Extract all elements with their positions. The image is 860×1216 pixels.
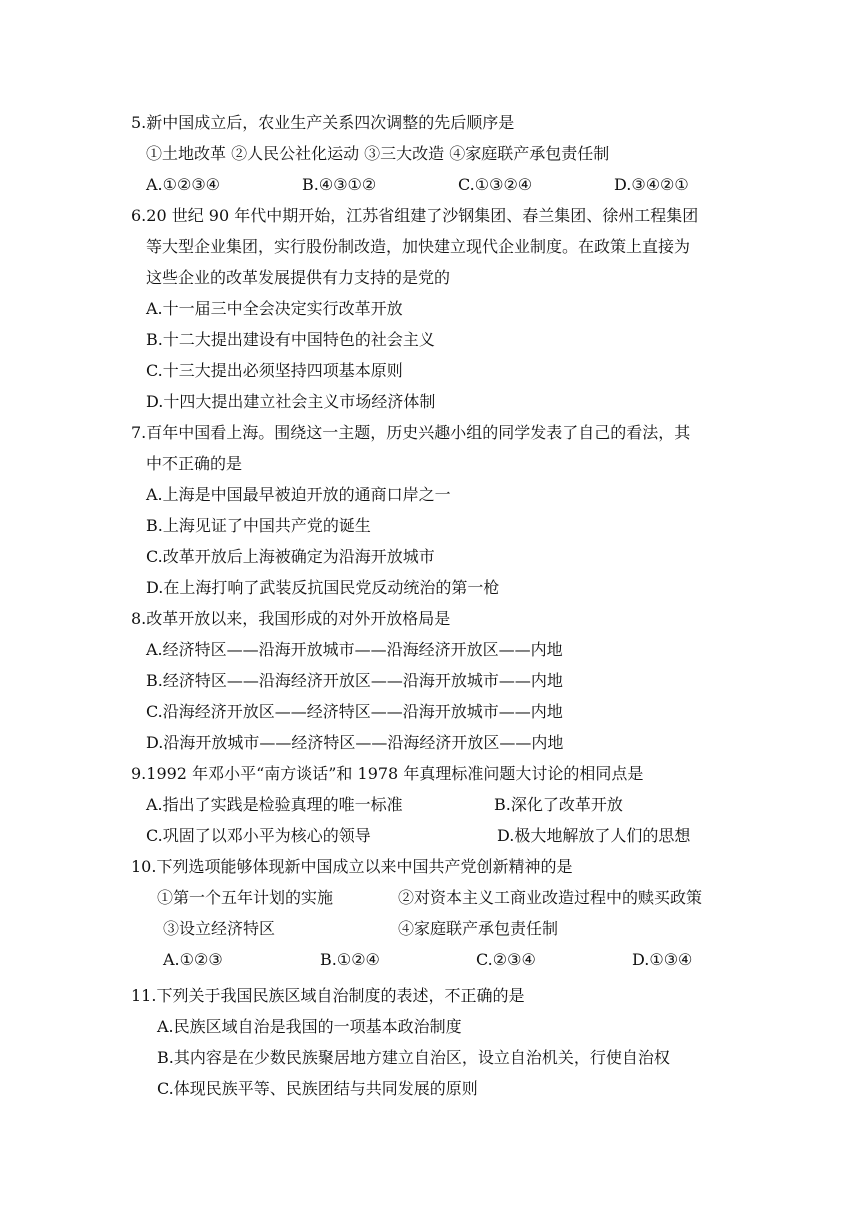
q9-stem: 9.1992 年邓小平“南方谈话”和 1978 年真理标准问题大讨论的相同点是 xyxy=(131,764,644,783)
q6-option-c: C.十三大提出必须坚持四项基本原则 xyxy=(146,361,403,380)
q8-option-a: A.经济特区——沿海开放城市——沿海经济开放区——内地 xyxy=(146,640,563,659)
q5-option-b: B.④③①② xyxy=(302,175,377,194)
q9-option-b: B.深化了改革开放 xyxy=(494,795,623,814)
q11-option-c: C.体现民族平等、民族团结与共同发展的原则 xyxy=(157,1079,478,1098)
q7-stem-line-1: 7.百年中国看上海。围绕这一主题，历史兴趣小组的同学发表了自己的看法，其 xyxy=(131,423,691,442)
q8-option-b: B.经济特区——沿海经济开放区——沿海开放城市——内地 xyxy=(146,671,563,690)
q6-option-a: A.十一届三中全会决定实行改革开放 xyxy=(146,299,403,318)
q10-option-b: B.①②④ xyxy=(320,950,380,969)
q5-stem: 5.新中国成立后，农业生产关系四次调整的先后顺序是 xyxy=(131,113,515,132)
q10-stem: 10.下列选项能够体现新中国成立以来中国共产党创新精神的是 xyxy=(131,857,573,876)
q5-items: ①土地改革 ②人民公社化运动 ③三大改造 ④家庭联产承包责任制 xyxy=(146,144,610,163)
q6-option-d: D.十四大提出建立社会主义市场经济体制 xyxy=(146,392,436,411)
q10-item-2: ②对资本主义工商业改造过程中的赎买政策 xyxy=(398,888,703,907)
q6-stem-line-2: 等大型企业集团，实行股份制改造，加快建立现代企业制度。在政策上直接为 xyxy=(146,237,691,256)
q9-option-c: C.巩固了以邓小平为核心的领导 xyxy=(146,826,371,845)
q9-option-d: D.极大地解放了人们的思想 xyxy=(497,826,691,845)
q9-option-a: A.指出了实践是检验真理的唯一标准 xyxy=(146,795,403,814)
q7-option-b: B.上海见证了中国共产党的诞生 xyxy=(146,516,371,535)
q11-option-b: B.其内容是在少数民族聚居地方建立自治区，设立自治机关，行使自治权 xyxy=(157,1048,670,1067)
q5-option-a: A.①②③④ xyxy=(146,175,221,194)
q8-option-d: D.沿海开放城市——经济特区——沿海经济开放区——内地 xyxy=(146,733,564,752)
q8-option-c: C.沿海经济开放区——经济特区——沿海开放城市——内地 xyxy=(146,702,563,721)
q6-stem-line-3: 这些企业的改革发展提供有力支持的是党的 xyxy=(146,268,451,287)
q10-option-c: C.②③④ xyxy=(476,950,536,969)
q7-option-a: A.上海是中国最早被迫开放的通商口岸之一 xyxy=(146,485,451,504)
q7-option-d: D.在上海打响了武装反抗国民党反动统治的第一枪 xyxy=(146,578,500,597)
q11-stem: 11.下列关于我国民族区域自治制度的表述，不正确的是 xyxy=(131,986,525,1005)
q5-option-d: D.③④②① xyxy=(614,175,689,194)
q6-stem-line-1: 6.20 世纪 90 年代中期开始，江苏省组建了沙钢集团、春兰集团、徐州工程集团 xyxy=(131,206,699,225)
q11-option-a: A.民族区域自治是我国的一项基本政治制度 xyxy=(157,1017,462,1036)
q10-item-4: ④家庭联产承包责任制 xyxy=(398,919,559,938)
q10-option-a: A.①②③ xyxy=(163,950,223,969)
q10-option-d: D.①③④ xyxy=(632,950,693,969)
q5-option-c: C.①③②④ xyxy=(458,175,533,194)
q7-stem-line-2: 中不正确的是 xyxy=(146,454,243,473)
q10-item-1: ①第一个五年计划的实施 xyxy=(157,888,334,907)
q8-stem: 8.改革开放以来，我国形成的对外开放格局是 xyxy=(131,609,451,628)
q10-item-3: ③设立经济特区 xyxy=(163,919,276,938)
q7-option-c: C.改革开放后上海被确定为沿海开放城市 xyxy=(146,547,435,566)
q6-option-b: B.十二大提出建设有中国特色的社会主义 xyxy=(146,330,435,349)
